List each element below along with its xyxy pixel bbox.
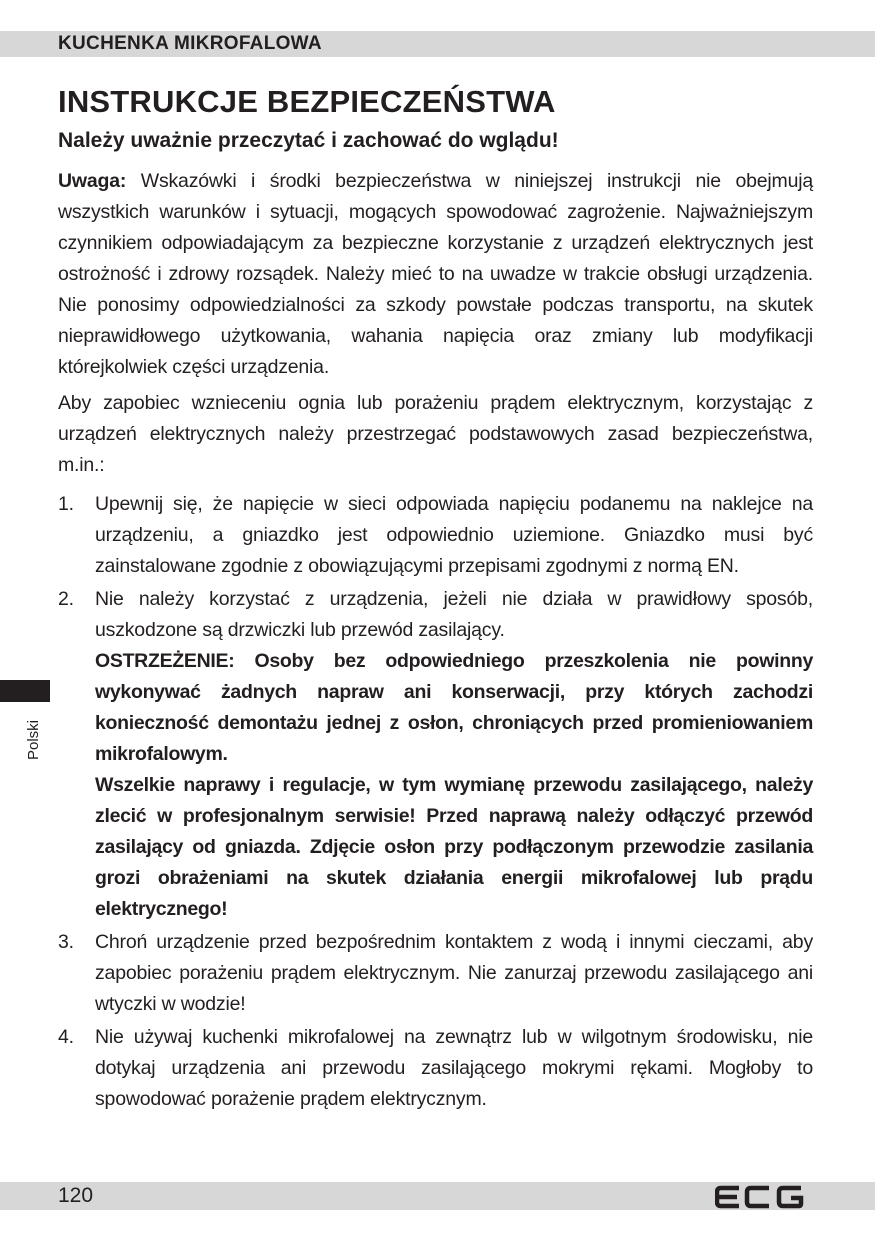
list-item bbox=[58, 927, 813, 1020]
item-text: Nie używaj kuchenki mikrofalowej na zewnątrz lub w wilgotnym środowisku, nie dotykaj urządzenia ani przewodu zasilającego mokrymi rękami. Mogłoby to spowodować porażenie prądem elektrycznym. bbox=[95, 1026, 813, 1110]
list-item bbox=[58, 1022, 813, 1115]
item-text: Nie należy korzystać z urządzenia, jeżeli nie działa w prawidłowy sposób, uszkodzone są drzwiczki lub przewód zasilający. bbox=[95, 588, 813, 641]
content bbox=[58, 166, 813, 1117]
header-title: KUCHENKA MIKROFALOWA bbox=[58, 33, 322, 54]
page-subtitle: Należy uważnie przeczytać i zachować do wglądu! bbox=[58, 129, 559, 152]
warning-text: Wszelkie naprawy i regulacje, w tym wymianę przewodu zasilającego, należy zlecić w profesjonalnym serwisie! Przed naprawą należy odłączyć przewód zasilający od gniazda. Zdjęcie osłon przy podłączonym przewodzie zasilania grozi obrażeniami na skutek działania energii mikrofalowej lub prądu elektrycznego! bbox=[95, 774, 813, 920]
ecg-logo bbox=[715, 1185, 805, 1209]
language-label: Polski bbox=[25, 720, 42, 761]
item-number: 3. bbox=[58, 931, 74, 953]
page-number: 120 bbox=[58, 1184, 94, 1207]
intro-text: Wskazówki i środki bezpieczeństwa w niniejszej instrukcji nie obejmują wszystkich warunków i sytuacji, mogących spowodować zagrożenie. Najważniejszym czynnikiem odpowiadającym za bezpieczne korzystanie z urządzeń elektrycznych jest ostrożność i zdrowy rozsądek. Należy mieć to na uwadze w trakcie obsługi urządzenia. Nie ponosimy odpowiedzialności za szkody powstałe podczas transportu, na skutek nieprawidłowego użytkowania, wahania napięcia oraz zmiany lub modyfikacji którejkolwiek części urządzenia. bbox=[58, 170, 813, 378]
warning-text: OSTRZEŻENIE: Osoby bez odpowiedniego przeszkolenia nie powinny wykonywać żadnych napraw ani konserwacji, przy których zachodzi konieczność demontażu jednej z osłon, chroniących przed promieniowaniem mikrofalowym. bbox=[95, 650, 813, 765]
page-title: INSTRUKCJE BEZPIECZEŃSTWA bbox=[58, 84, 556, 119]
item-number: 4. bbox=[58, 1026, 74, 1048]
list-item bbox=[58, 489, 813, 582]
intro-paragraph bbox=[58, 166, 813, 383]
language-tab bbox=[0, 680, 50, 702]
item-text: Upewnij się, że napięcie w sieci odpowiada napięciu podanemu na naklejce na urządzeniu, a gniazdko jest odpowiednio uziemione. Gniazdko musi być zainstalowane zgodnie z obowiązującymi przepisami zgodnymi z normą EN. bbox=[95, 493, 813, 577]
safety-list bbox=[58, 489, 813, 1115]
item-number: 1. bbox=[58, 493, 74, 515]
paragraph-2: Aby zapobiec wznieceniu ognia lub porażeniu prądem elektrycznym, korzystając z urządzeń elektrycznych należy przestrzegać podstawowych zasad bezpieczeństwa, m.in.: bbox=[58, 392, 813, 476]
list-item bbox=[58, 584, 813, 925]
item-number: 2. bbox=[58, 588, 74, 610]
intro-label: Uwaga: bbox=[58, 170, 127, 192]
item-text: Chroń urządzenie przed bezpośrednim kontaktem z wodą i innymi cieczami, aby zapobiec porażeniu prądem elektrycznym. Nie zanurzaj przewodu zasilającego ani wtyczki w wodzie! bbox=[95, 931, 813, 1015]
